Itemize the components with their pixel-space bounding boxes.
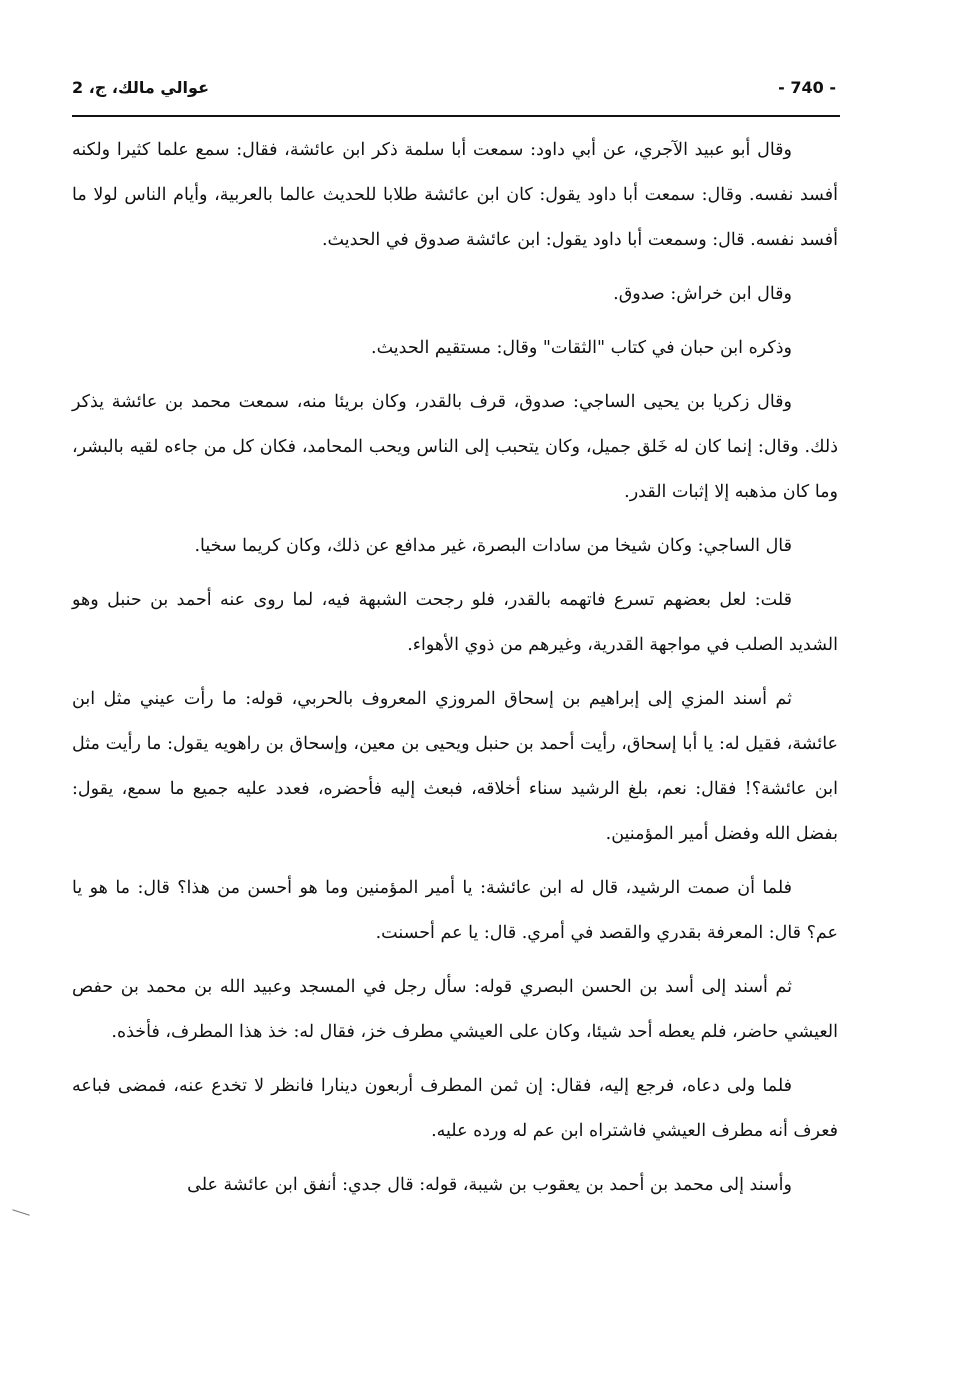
page-body — [72, 128, 838, 1217]
paragraph: ثم أسند إلى أسد بن الحسن البصري قوله: سأل رجل في المسجد وعبيد الله بن محمد بن حفص العيشي حاضر، فلم يعطه أحد شيئا، وكان على العيشي مطرف خز، فقال له: خذ هذا المطرف، فأخذه. — [72, 977, 838, 1042]
paragraph: وقال ابن خراش: صدوق. — [613, 284, 792, 304]
paragraph: قال الساجي: وكان شيخا من سادات البصرة، غير مدافع عن ذلك، وكان كريما سخيا. — [194, 536, 792, 556]
header-divider — [72, 115, 840, 117]
page-number: - 740 - — [778, 78, 836, 97]
paragraph: ثم أسند المزي إلى إبراهيم بن إسحاق المروزي المعروف بالحربي، قوله: ما رأت عيني مثل ابن عائشة، فقيل له: يا أبا إسحاق، رأيت أحمد بن حنبل ويحيى بن معين، وإسحاق بن راهويه يقول: ما رأيت مثل ابن عائشة؟! فقال: نعم، بلغ الرشيد سناء أخلاقه، فبعث إليه فأحضره، فعدد عليه جميع ما سمع، يقول: بفضل الله وفضل أمير المؤمنين. — [72, 689, 838, 844]
scan-margin-mark — [12, 1209, 29, 1216]
paragraph: وأسند إلى محمد بن أحمد بن يعقوب بن شيبة، قوله: قال جدي: أنفق ابن عائشة على — [187, 1175, 792, 1195]
paragraph: وقال أبو عبيد الآجري، عن أبي داود: سمعت أبا سلمة ذكر ابن عائشة، فقال: سمع علما كثيرا ولكنه أفسد نفسه. وقال: سمعت أبا داود يقول: كان ابن عائشة طلابا للحديث عالما بالعربية، وأيام الناس لولا ما أفسد نفسه. قال: وسمعت أبا داود يقول: ابن عائشة صدوق في الحديث. — [72, 140, 838, 250]
paragraph: وذكره ابن حبان في كتاب "الثقات" وقال: مستقيم الحديث. — [371, 338, 792, 358]
paragraph: قلت: لعل بعضهم تسرع فاتهمه بالقدر، فلو رجحت الشبهة فيه، لما روى عنه أحمد بن حنبل وهو الشديد الصلب في مواجهة القدرية، وغيرهم من ذوي الأهواء. — [72, 590, 838, 655]
paragraph: فلما أن صمت الرشيد، قال له ابن عائشة: يا أمير المؤمنين وما هو أحسن من هذا؟ قال: ما هو يا عم؟ قال: المعرفة بقدري والقصد في أمري. قال: يا عم أحسنت. — [72, 878, 838, 943]
page-header — [72, 74, 840, 110]
paragraph: فلما ولى دعاه، فرجع إليه، فقال: إن ثمن المطرف أربعون دينارا فانظر لا تخدع عنه، فمضى فباعه فعرف أنه مطرف العيشي فاشتراه ابن عم له ورده عليه. — [72, 1076, 838, 1141]
book-title: عوالي مالك، ج، 2 — [72, 78, 209, 97]
paragraph: وقال زكريا بن يحيى الساجي: صدوق، قرف بالقدر، وكان بريئا منه، سمعت محمد بن عائشة يذكر ذلك. وقال: إنما كان له خَلق جميل، وكان يتحبب إلى الناس ويحب المحامد، فكان كل من جاءه لقيه بالبشر، وما كان مذهبه إلا إثبات القدر. — [72, 392, 838, 502]
